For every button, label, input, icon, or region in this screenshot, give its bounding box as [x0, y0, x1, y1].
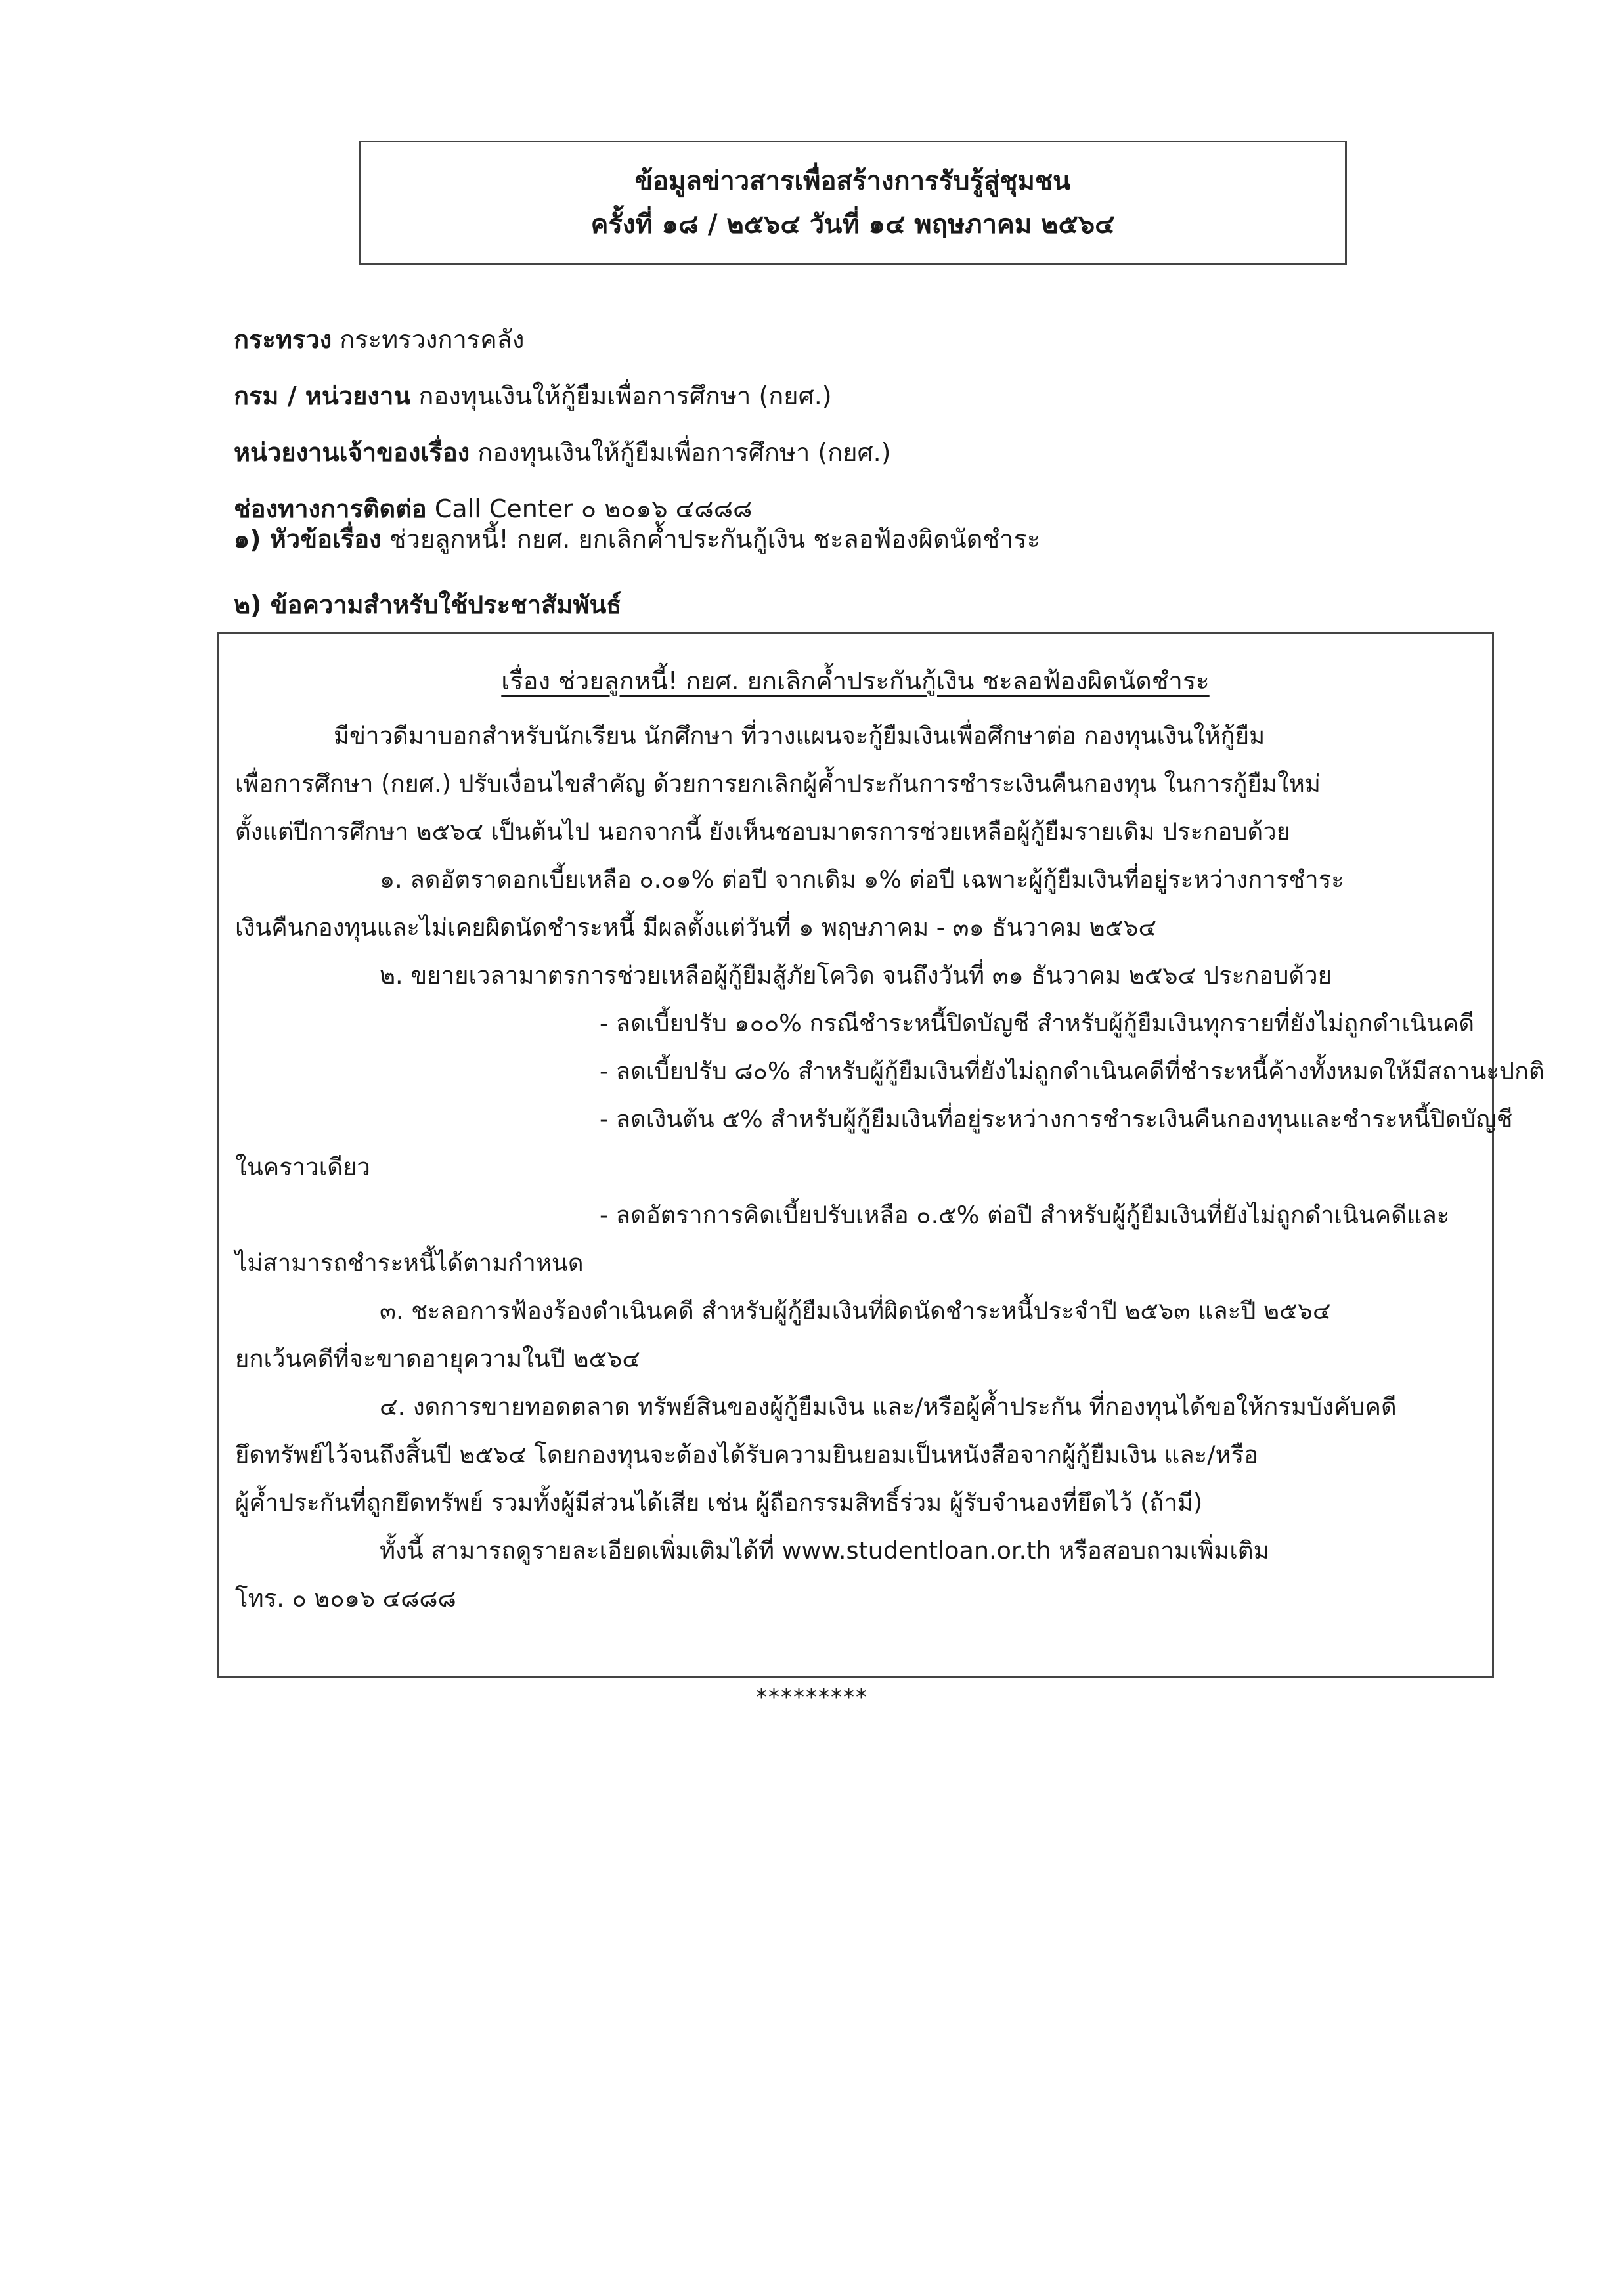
pr-line: - ลดเงินต้น ๕% สำหรับผู้กู้ยืมเงินที่อยู่ระหว่างการชำระเงินคืนกองทุนและชำระหนี้ปิดบัญชี	[600, 1105, 1513, 1133]
pr-line: ผู้ค้ำประกันที่ถูกยึดทรัพย์ รวมทั้งผู้มีส่วนได้เสีย เช่น ผู้ถือกรรมสิทธิ์ร่วม ผู้รับจำนองที่ยึดไว้ (ถ้ามี)	[235, 1488, 1203, 1517]
end-marker: *********	[756, 1684, 868, 1710]
pr-line: ๓. ชะลอการฟ้องร้องดำเนินคดี สำหรับผู้กู้ยืมเงินที่ผิดนัดชำระหนี้ประจำปี ๒๕๖๓ และปี ๒๕๖๔	[380, 1297, 1331, 1325]
meta-ministry-label: กระทรวง	[234, 325, 332, 354]
meta-contact-label: ช่องทางการติดต่อ	[234, 494, 427, 523]
pr-line: ยึดทรัพย์ไว้จนถึงสิ้นปี ๒๕๖๔ โดยกองทุนจะต้องได้รับความยินยอมเป็นหนังสือจากผู้กู้ยืมเงิน และ/หรือ	[235, 1440, 1259, 1469]
meta-ministry	[234, 311, 1481, 368]
pr-body	[235, 712, 1545, 1622]
section-topic	[234, 519, 1040, 559]
section-topic-label: ๑) หัวข้อเรื่อง	[234, 525, 382, 553]
header-title: ข้อมูลข่าวสารเพื่อสร้างการรับรู้สู่ชุมชน	[634, 166, 1071, 196]
meta-info	[234, 311, 1481, 537]
pr-message-box	[217, 632, 1545, 1678]
meta-owner-value: กองทุนเงินให้กู้ยืมเพื่อการศึกษา (กยศ.)	[477, 438, 891, 467]
pr-line: ตั้งแต่ปีการศึกษา ๒๕๖๔ เป็นต้นไป นอกจากนี้ ยังเห็นชอบมาตรการช่วยเหลือผู้กู้ยืมรายเดิม ประกอบด้วย	[235, 817, 1291, 846]
pr-line: - ลดเบี้ยปรับ ๑๐๐% กรณีชำระหนี้ปิดบัญชี สำหรับผู้กู้ยืมเงินทุกรายที่ยังไม่ถูกดำเนินคดี	[600, 1009, 1475, 1037]
pr-line: ยกเว้นคดีที่จะขาดอายุความในปี ๒๕๖๔	[235, 1345, 641, 1373]
meta-owner	[234, 424, 1481, 481]
pr-line: ๔. งดการขายทอดตลาด ทรัพย์สินของผู้กู้ยืมเงิน และ/หรือผู้ค้ำประกัน ที่กองทุนได้ขอให้กรมบังคับคดี	[380, 1393, 1397, 1421]
header-subtitle: ครั้งที่ ๑๘ / ๒๕๖๔ วันที่ ๑๔ พฤษภาคม ๒๕๖๔	[590, 209, 1115, 240]
pr-line: ทั้งนี้ สามารถดูรายละเอียดเพิ่มเติมได้ที่ www.studentloan.or.th หรือสอบถามเพิ่มเติม	[380, 1536, 1269, 1565]
meta-dept-label: กรม / หน่วยงาน	[234, 381, 411, 410]
pr-line: มีข่าวดีมาบอกสำหรับนักเรียน นักศึกษา ที่วางแผนจะกู้ยืมเงินเพื่อศึกษาต่อ กองทุนเงินให้กู้ยืม	[334, 722, 1265, 750]
pr-line: เงินคืนกองทุนและไม่เคยผิดนัดชำระหนี้ มีผลตั้งแต่วันที่ ๑ พฤษภาคม - ๓๑ ธันวาคม ๒๕๖๔	[235, 913, 1157, 942]
pr-line: เพื่อการศึกษา (กยศ.) ปรับเงื่อนไขสำคัญ ด้วยการยกเลิกผู้ค้ำประกันการชำระเงินคืนกองทุน ในการกู้ยืมใหม่	[235, 769, 1321, 798]
meta-contact-value: Call Center ๐ ๒๐๑๖ ๔๘๘๘	[434, 494, 753, 523]
meta-dept-value: กองทุนเงินให้กู้ยืมเพื่อการศึกษา (กยศ.)	[418, 381, 832, 410]
pr-title-text: เรื่อง ช่วยลูกหนี้! กยศ. ยกเลิกค้ำประกันกู้เงิน ชะลอฟ้องผิดนัดชำระ	[501, 666, 1210, 695]
section-pr-heading: ๒) ข้อความสำหรับใช้ประชาสัมพันธ์	[234, 590, 622, 619]
meta-owner-label: หน่วยงานเจ้าของเรื่อง	[234, 438, 470, 467]
pr-line: โทร. ๐ ๒๐๑๖ ๔๘๘๘	[235, 1584, 456, 1613]
pr-line: ๒. ขยายเวลามาตรการช่วยเหลือผู้กู้ยืมสู้ภัยโควิด จนถึงวันที่ ๓๑ ธันวาคม ๒๕๖๔ ประกอบด้วย	[380, 961, 1332, 989]
section-topic-value: ช่วยลูกหนี้! กยศ. ยกเลิกค้ำประกันกู้เงิน ชะลอฟ้องผิดนัดชำระ	[389, 525, 1041, 553]
pr-line: ในคราวเดียว	[235, 1153, 370, 1181]
meta-dept	[234, 368, 1481, 424]
header-box	[359, 141, 1347, 265]
meta-ministry-value: กระทรวงการคลัง	[340, 325, 525, 354]
pr-line: ไม่สามารถชำระหนี้ได้ตามกำหนด	[235, 1249, 584, 1277]
pr-line: - ลดเบี้ยปรับ ๘๐% สำหรับผู้กู้ยืมเงินที่ยังไม่ถูกดำเนินคดีที่ชำระหนี้ค้างทั้งหมดให้มีสถานะปกติ	[600, 1057, 1545, 1085]
pr-line: - ลดอัตราการคิดเบี้ยปรับเหลือ ๐.๕% ต่อปี สำหรับผู้กู้ยืมเงินที่ยังไม่ถูกดำเนินคดีและ	[600, 1201, 1450, 1229]
pr-line: ๑. ลดอัตราดอกเบี้ยเหลือ ๐.๐๑% ต่อปี จากเดิม ๑% ต่อปี เฉพาะผู้กู้ยืมเงินที่อยู่ระหว่างการชำระ	[380, 865, 1344, 894]
pr-title	[219, 661, 1492, 701]
